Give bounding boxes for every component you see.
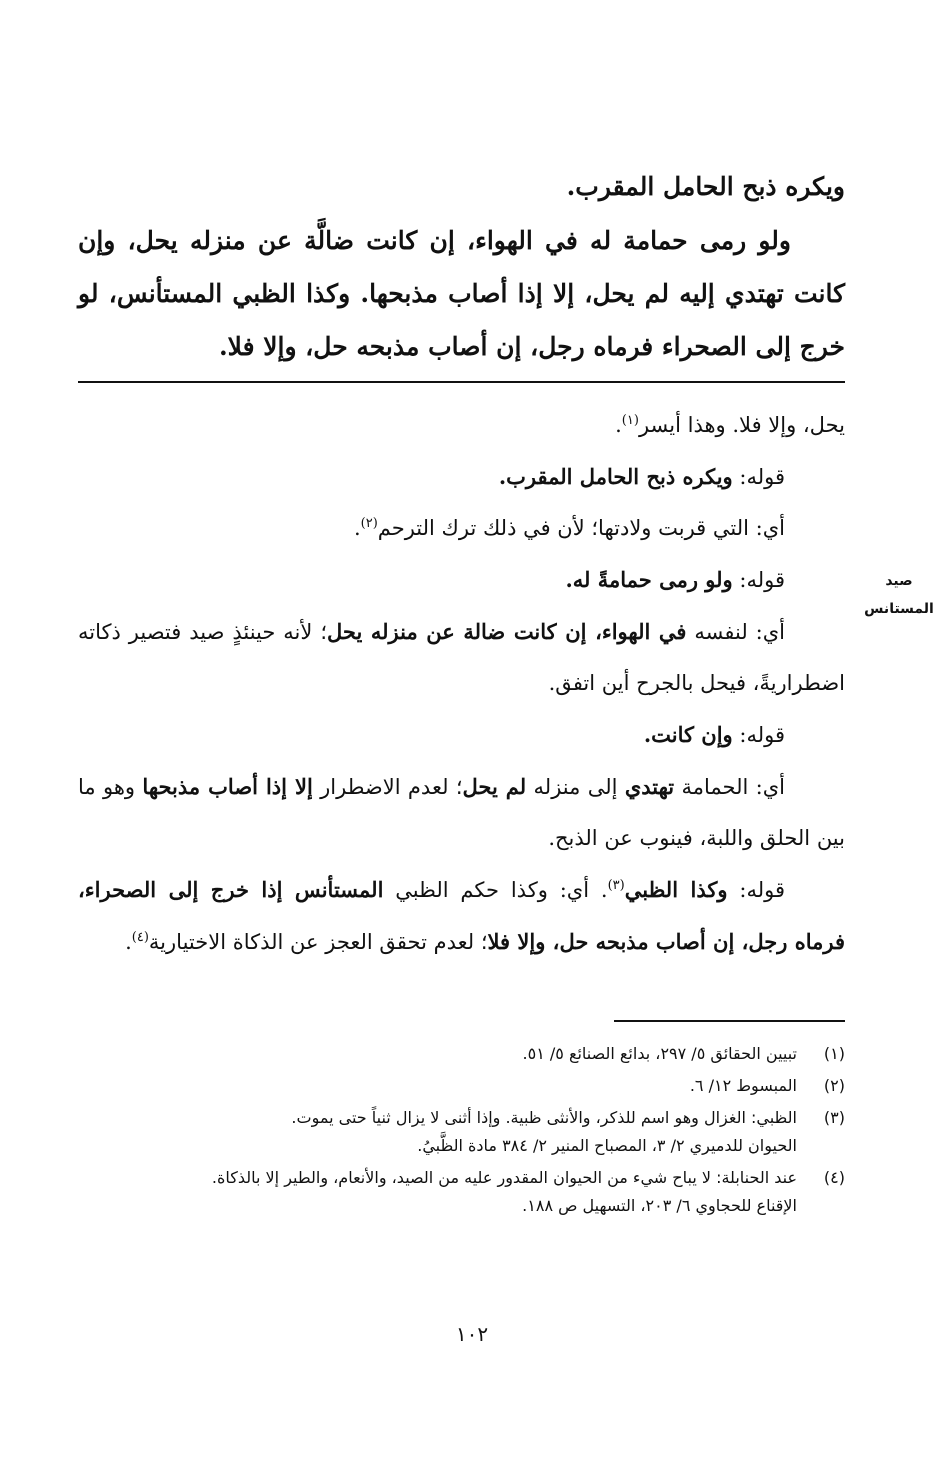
matn-paragraph: ولو رمى حمامة له في الهواء، إن كانت ضالَّة عن منزله يحل، وإن كانت تهتدي إليه لم يحل، إلا إذا أصاب مذبحها. وكذا الظبي المستأنس، لو خرج إلى الصحراء فرماه رجل، إن أصاب مذبحه حل، وإلا فلا. xyxy=(78,226,845,361)
commentary-text: . xyxy=(125,930,132,954)
commentary-text: . أي: وكذا حكم الظبي xyxy=(383,878,608,902)
commentary-text: أي: لنفسه xyxy=(686,620,786,644)
quoted-matn: وإن كانت. xyxy=(643,722,733,747)
footnote-number: (٣) xyxy=(823,1108,845,1127)
commentary-text: أي: الحمامة xyxy=(674,775,786,799)
commentary-para-4 xyxy=(78,554,845,606)
footnote-ref-2: (٢) xyxy=(360,516,378,531)
footnote-text: المبسوط ١٢/ ٦. xyxy=(689,1076,797,1095)
commentary-text: ؛ لعدم الاضطرار xyxy=(312,775,463,799)
footnote-item xyxy=(78,1164,845,1220)
quoted-matn: لم يحل xyxy=(462,774,527,799)
footnote-number: (٤) xyxy=(823,1168,845,1187)
quoted-matn: ولو رمى حمامةً له. xyxy=(565,567,733,592)
footnote-text: الحيوان للدميري ٢/ ٣، المصباح المنير ٢/ ٣٨٤ مادة الظَّبيُ. xyxy=(417,1136,797,1155)
footnote-text: عند الحنابلة: لا يباح شيء من الحيوان المقدور عليه من الصيد، والأنعام، والطير إلا بالذكاة. xyxy=(211,1168,797,1187)
commentary-para-2 xyxy=(78,451,845,503)
page-number: ١٠٢ xyxy=(455,1322,489,1346)
footnote-item xyxy=(78,1072,845,1100)
matn-title: ويكره ذبح الحامل المقرب. xyxy=(566,172,845,201)
footnotes-block xyxy=(78,1040,845,1224)
commentary-para-8 xyxy=(78,864,845,968)
quoted-matn: المستأنس إذا خرج إلى الصحراء، فرماه رجل، إن أصاب مذبحه حل، وإلا فلا xyxy=(78,877,845,954)
footnote-text: الإقناع للحجاوي ٦/ ٢٠٣، التسهيل ص ١٨٨. xyxy=(522,1196,797,1215)
quoted-matn: ويكره ذبح الحامل المقرب. xyxy=(498,464,733,489)
commentary-para-7 xyxy=(78,761,845,864)
commentary-text: . xyxy=(353,516,361,540)
commentary-para-3 xyxy=(78,503,845,554)
commentary-para-1 xyxy=(78,400,845,451)
qawluhu-label: قوله: xyxy=(732,568,785,592)
quoted-matn: تهتدي xyxy=(624,774,675,799)
margin-note-line1: صيد xyxy=(885,573,913,589)
margin-note-line2: المستانس xyxy=(864,601,934,617)
matn-paragraph-block xyxy=(78,214,845,373)
footnote-item xyxy=(78,1040,845,1068)
quoted-matn: وكذا الظبي xyxy=(624,877,728,902)
commentary-text: إلى منزله xyxy=(526,775,625,799)
footnote-ref-3: (٣) xyxy=(607,878,625,893)
commentary-text: . xyxy=(615,413,622,437)
qawluhu-label: قوله: xyxy=(727,878,786,902)
matn-separator-rule xyxy=(78,381,845,383)
footnote-number: (١) xyxy=(823,1044,845,1063)
commentary-text: وهو ما بين الحلق واللبة، فينوب عن الذبح. xyxy=(78,775,845,850)
footnote-text: تبيين الحقائق ٥/ ٢٩٧، بدائع الصنائع ٥/ ٥١. xyxy=(522,1044,797,1063)
commentary-para-6 xyxy=(78,709,845,761)
footnote-ref-1: (١) xyxy=(621,413,639,428)
quoted-matn: في الهواء، إن كانت ضالة عن منزله يحل xyxy=(327,619,687,644)
footnote-ref-4: (٤) xyxy=(131,930,149,945)
footnote-item xyxy=(78,1104,845,1160)
margin-note xyxy=(858,567,940,623)
footnote-separator-rule xyxy=(614,1020,845,1022)
footnote-text: الظبي: الغزال وهو اسم للذكر، والأنثى ظبية. وإذا أثنى لا يزال ثنياً حتى يموت. xyxy=(291,1108,797,1127)
commentary-text: ؛ لأنه حينئذٍ صيد فتصير ذكاته اضطراريةً، فيحل بالجرح أين اتفق. xyxy=(78,620,845,695)
footnote-number: (٢) xyxy=(823,1076,845,1095)
qawluhu-label: قوله: xyxy=(732,723,785,747)
qawluhu-label: قوله: xyxy=(732,465,785,489)
commentary-text: ؛ لعدم تحقق العجز عن الذكاة الاختيارية xyxy=(148,930,488,954)
commentary-text: أي: التي قربت ولادتها؛ لأن في ذلك ترك الترحم xyxy=(377,516,785,540)
commentary-block xyxy=(78,400,845,968)
quoted-matn: إلا إذا أصاب مذبحها xyxy=(142,774,313,799)
commentary-para-5 xyxy=(78,606,845,709)
commentary-text: يحل، وإلا فلا. وهذا أيسر xyxy=(638,413,845,437)
